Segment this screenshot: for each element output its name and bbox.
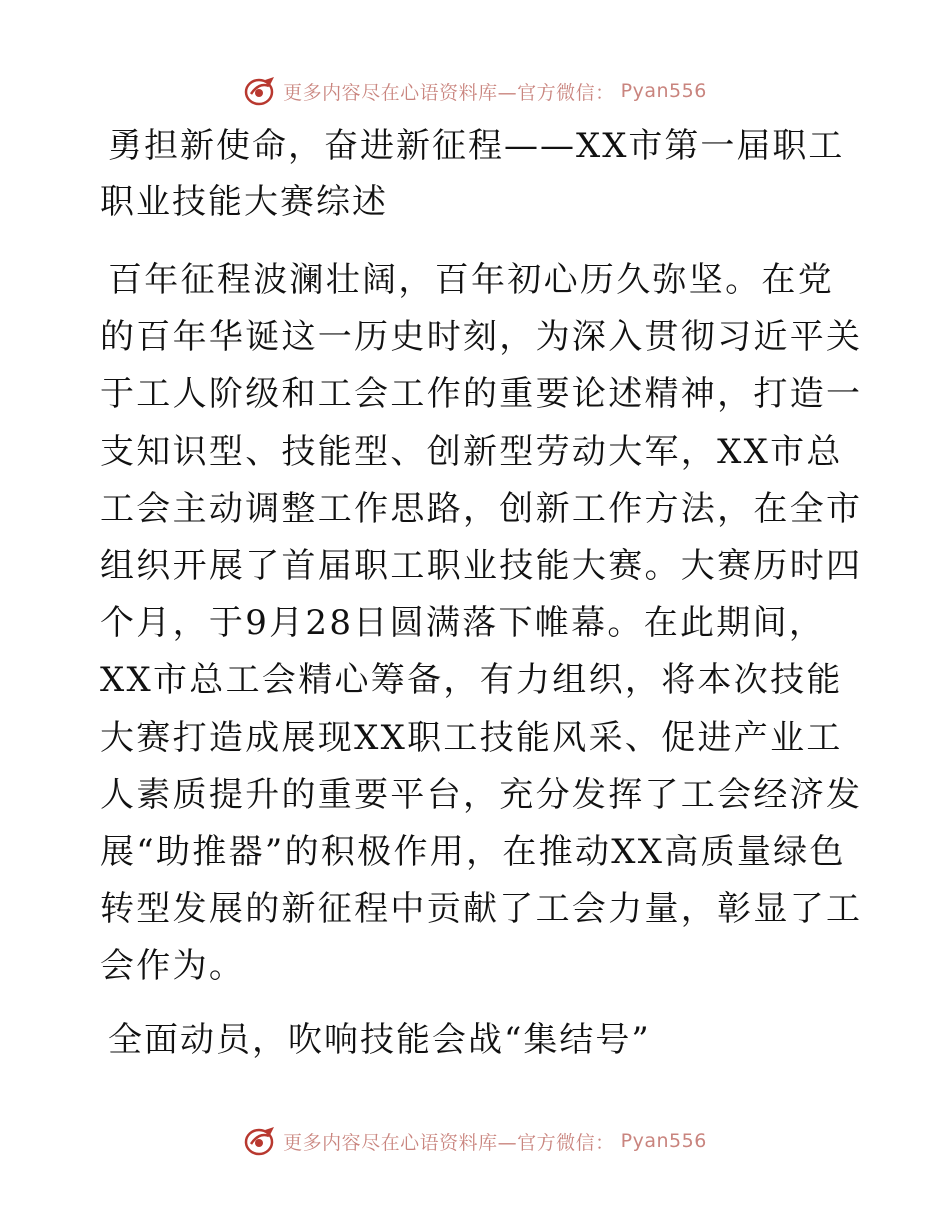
intro-paragraph: 百年征程波澜壮阔，百年初心历久弥坚。在党的百年华诞这一历史时刻，为深入贯彻习近平关于工人阶级和工会工作的重要论述精神，打造一支知识型、技能型、创新型劳动大军，XX市总工会主动调整工作思路，创新工作方法，在全市组织开展了首届职工职业技能大赛。大赛历时四个月，于9月28日圆满落下帷幕。在此期间，XX市总工会精心筹备，有力组织，将本次技能大赛打造成展现XX职工技能风采、促进产业工人素质提升的重要平台，充分发挥了工会经济发展“助推器”的积极作用，在推动XX高质量绿色转型发展的新征程中贡献了工会力量，彰显了工会作为。 (100, 260, 863, 987)
watermark-account: Pyan556 (620, 1130, 707, 1152)
watermark-account: Pyan556 (620, 80, 707, 102)
header-watermark (0, 76, 950, 106)
watermark-text: 更多内容尽在心语资料库—官方微信： (283, 1131, 615, 1154)
section-heading: 全面动员，吹响技能会战“集结号” (108, 1019, 651, 1060)
document-title: 勇担新使命，奋进新征程——XX市第一届职工职业技能大赛综述 (100, 126, 845, 222)
watermark-text: 更多内容尽在心语资料库—官方微信： (283, 81, 615, 104)
seal-logo-icon (243, 1126, 277, 1156)
footer-watermark (0, 1126, 950, 1156)
document-body (100, 118, 870, 1069)
seal-logo-icon (243, 76, 277, 106)
